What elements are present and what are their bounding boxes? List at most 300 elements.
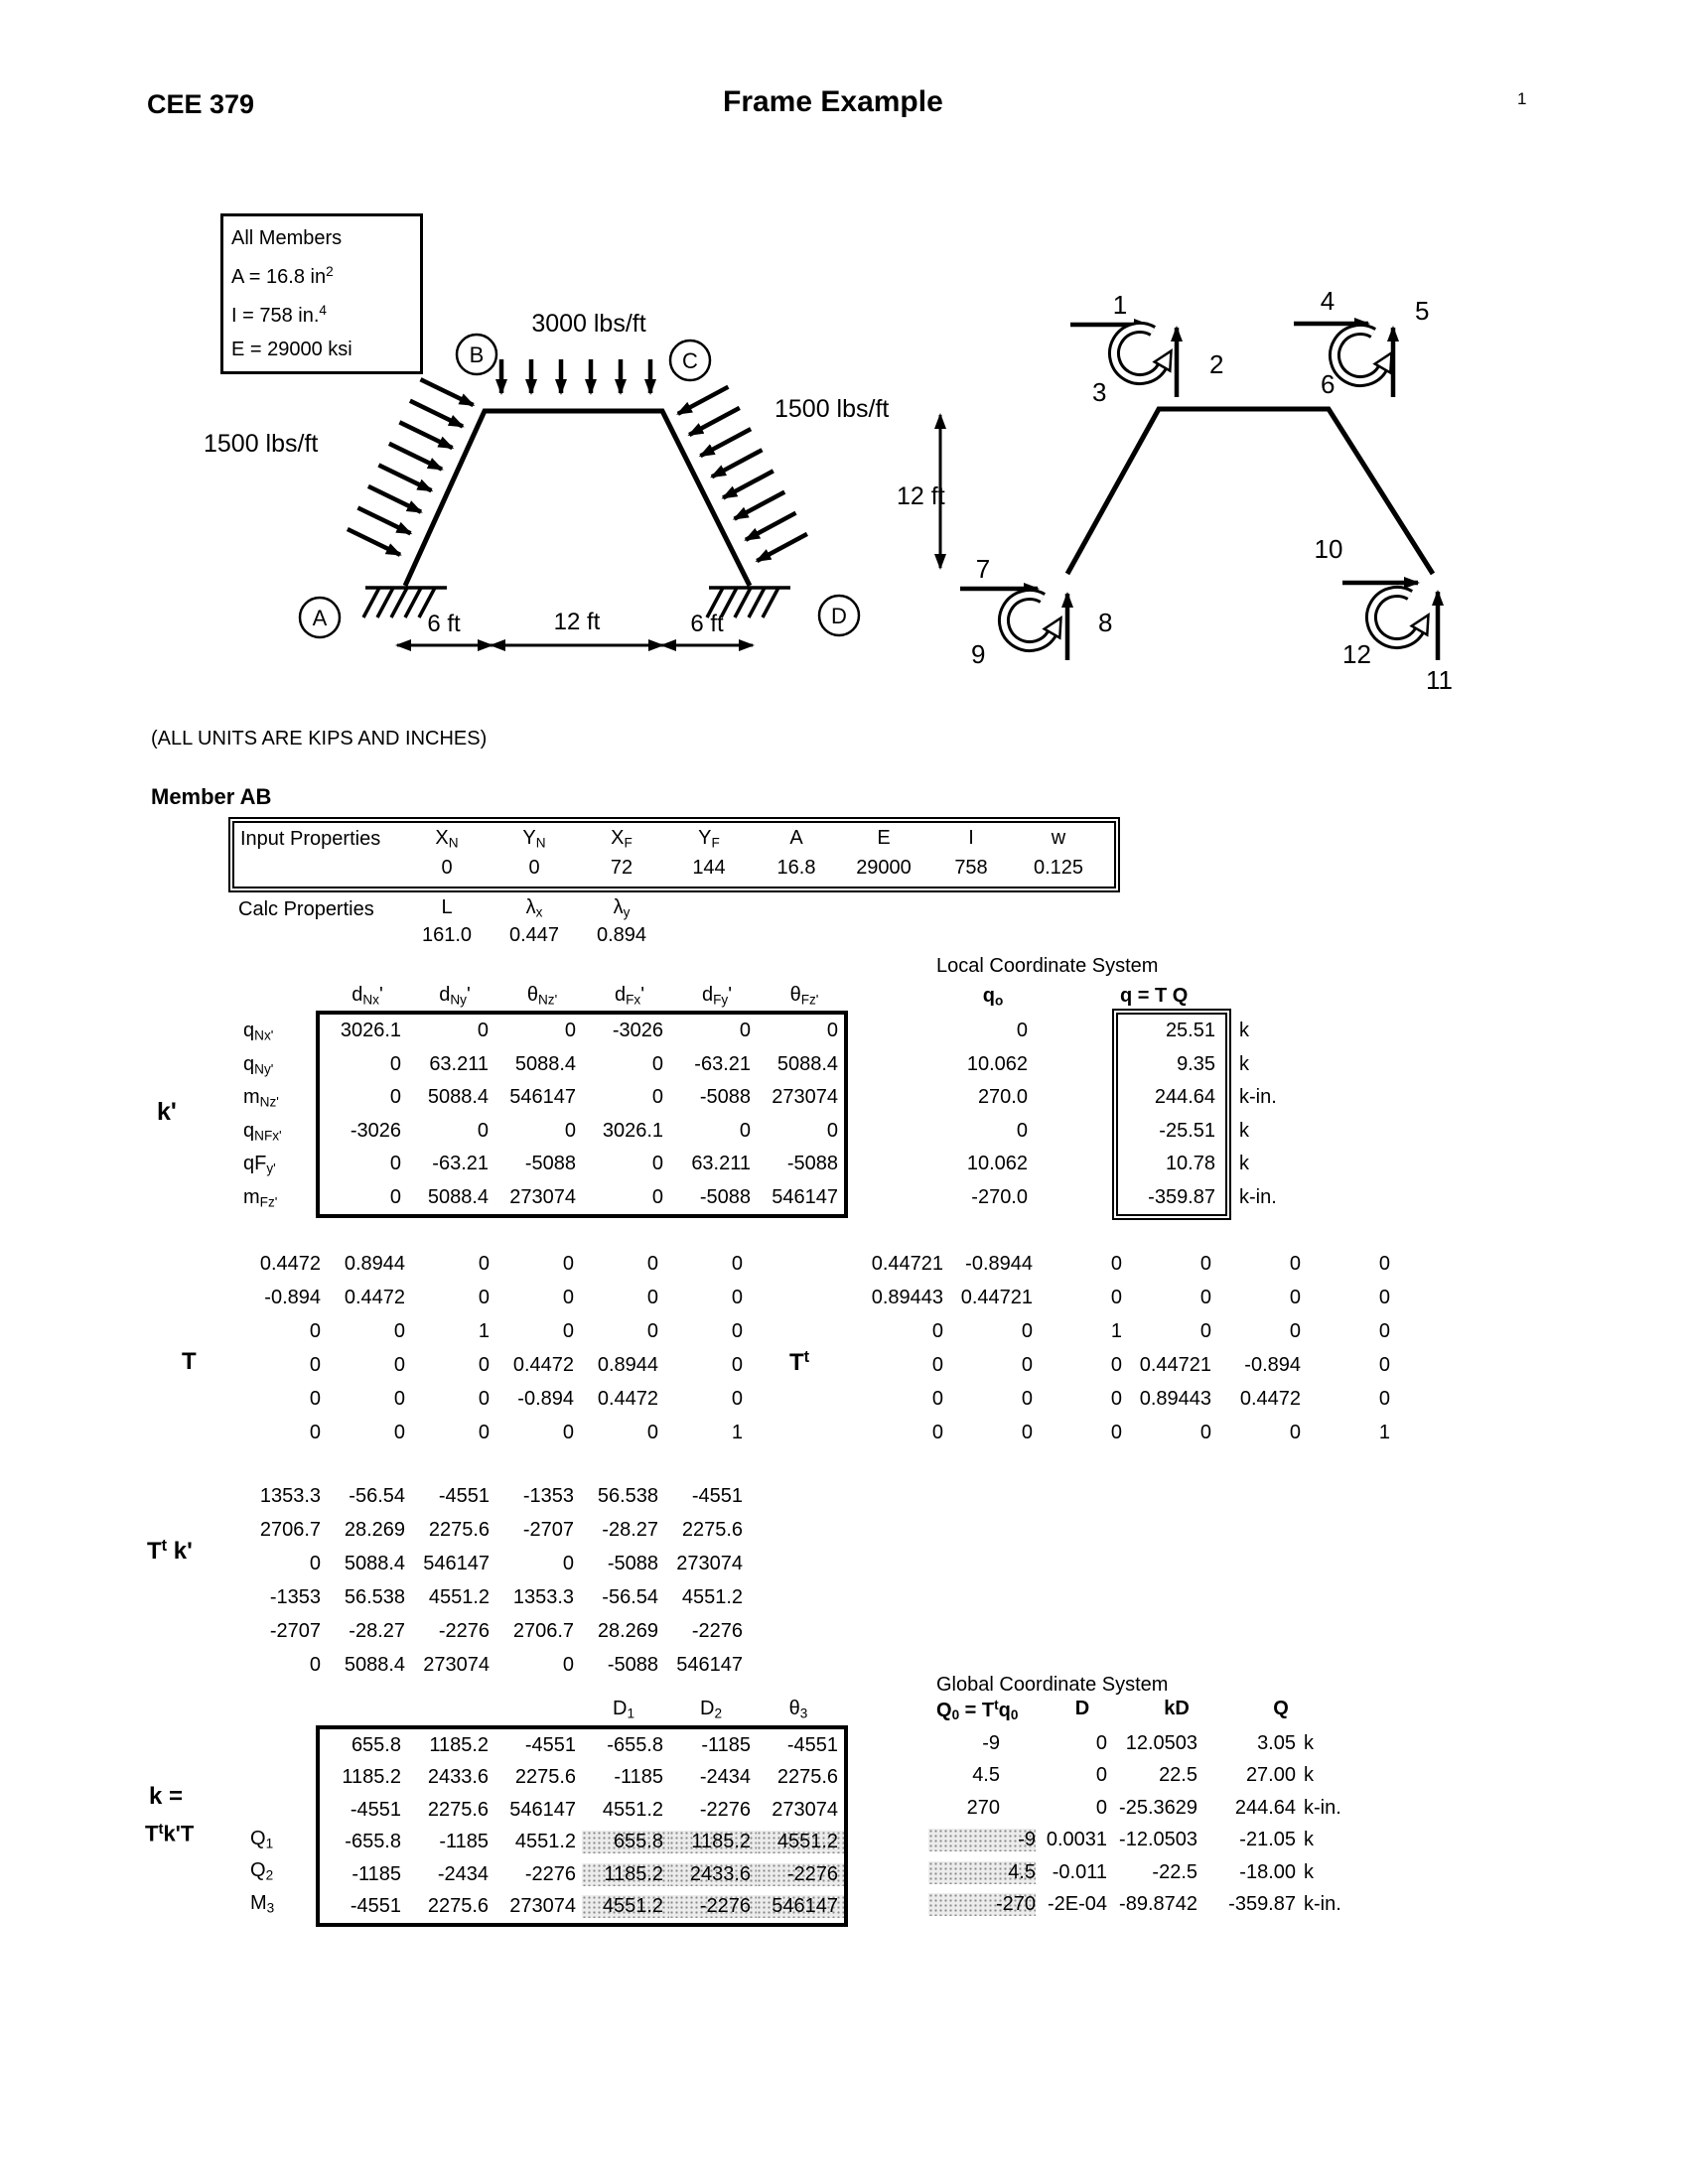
kprime-row-label: mNz' [243,1086,279,1110]
cell: 0 [477,1020,489,1042]
d-value: -2E-04 [1047,1893,1107,1916]
kprime-col-header: dNy' [439,984,471,1008]
cell: 0.44721 [1139,1353,1211,1376]
cell: 4551.2 [428,1585,490,1608]
cell: 63.211 [429,1052,489,1075]
qo-value: 0 [1016,1119,1028,1142]
k-row-label: Q2 [250,1859,274,1883]
input-value-cell: 29000 [856,857,912,879]
kd-value: -12.0503 [1119,1829,1197,1851]
cell: 0.8944 [597,1353,658,1376]
d-value: 0 [1095,1764,1107,1787]
matrix-row [236,1416,743,1449]
cell: 2275.6 [427,1798,489,1821]
input-value-cell: 16.8 [776,857,816,879]
cell: 0 [931,1353,943,1376]
d-value: 0 [1095,1796,1107,1819]
row [923,1081,1028,1115]
kprime-row-label: qFy' [243,1153,276,1176]
q0-value: -9 [928,1829,1036,1851]
cell: 0 [1110,1252,1122,1275]
row [1203,1727,1296,1760]
matrix-row [236,1614,743,1648]
property-e: E = 29000 ksi [231,338,352,360]
matrix-row [236,1580,743,1614]
input-value-cell: 758 [954,857,988,879]
matrix-row [854,1416,1390,1449]
unit-label: k [1239,1153,1249,1175]
q-value: 27.00 [1245,1764,1296,1787]
matrix-row [320,1858,844,1891]
cell: -2276 [691,1619,743,1642]
unit-label: k-in. [1239,1185,1277,1208]
kprime-col-header: θFz' [789,984,819,1008]
moment-arrow-icon [1335,330,1392,381]
row [1304,1792,1363,1825]
row [1023,1792,1107,1825]
cell: -1353 [522,1484,574,1507]
row [1304,1760,1363,1793]
cell: 2433.6 [427,1766,489,1789]
cell: 0 [1378,1286,1390,1308]
cell: -0.894 [1244,1353,1301,1376]
cell: -5088 [607,1653,658,1676]
qo-value: 270.0 [977,1086,1028,1109]
unit-label: k-in. [1304,1893,1341,1916]
cell: 5088.4 [776,1052,838,1075]
qtq-column [1118,1015,1225,1214]
matrix-row [236,1479,743,1513]
row [243,1115,318,1149]
cell: 0 [646,1286,658,1308]
row [928,1856,1036,1889]
cell: 63.211 [691,1153,751,1175]
row [1304,1889,1363,1922]
cell: 273074 [772,1798,838,1821]
cell: 0 [931,1421,943,1443]
q0-value: 4.5 [972,1764,1000,1787]
cell: 1353.3 [259,1484,321,1507]
row [243,1181,318,1215]
cell: 0.89443 [871,1286,943,1308]
frame-members [405,411,750,586]
node-a-label: A [312,606,328,630]
row [1203,1760,1296,1793]
cell: -2434 [437,1862,489,1885]
cell: 655.8 [582,1831,669,1853]
cell: 273074 [676,1552,743,1574]
calc-value-cell: 0.894 [596,924,647,946]
row [1110,1760,1197,1793]
cell: 4551.2 [582,1895,669,1918]
cell: 1185.2 [582,1863,669,1886]
node-d-label: D [831,604,847,628]
cell: 1185.2 [429,1733,489,1756]
cell: 0 [1021,1421,1033,1443]
calc-header-cell: λy [613,896,631,920]
cell: 546147 [772,1185,838,1208]
dof-frame-members [1067,409,1433,574]
matrix-row [854,1247,1390,1281]
cell: 0 [651,1153,663,1175]
row [243,1048,318,1082]
global-cs-title: Global Coordinate System [936,1674,1169,1696]
matrix-row [854,1314,1390,1348]
row [923,1015,1028,1048]
row [1118,1148,1225,1181]
dof-7: 7 [975,554,991,584]
matrix-row [236,1382,743,1416]
calc-headers-row [403,896,665,919]
cell: 0 [1199,1421,1211,1443]
input-header-cell: w [1051,827,1066,849]
cell: 0 [1021,1387,1033,1410]
qo-value: 0 [1016,1020,1028,1042]
cell: -1185 [614,1766,663,1789]
kprime-row-labels [243,1015,318,1214]
qtq-value: 25.51 [1165,1020,1215,1042]
k-label-2: $T^tk'T$ [145,1821,195,1846]
input-values-row [403,857,1102,880]
cell: -2276 [757,1863,844,1886]
cell: 0 [564,1119,576,1142]
row [1239,1048,1299,1082]
row [1203,1889,1296,1922]
cell: 546147 [676,1653,743,1676]
kprime-col-header: dNx' [352,984,383,1008]
cell: 0 [309,1653,321,1676]
dof-3: 3 [1092,377,1107,407]
qtq-value: -359.87 [1148,1185,1215,1208]
cell: 0 [309,1421,321,1443]
cell: 0 [478,1421,490,1443]
unit-label: k [1304,1764,1314,1787]
row [243,1148,318,1181]
cell: 0 [562,1653,574,1676]
dim-6ft-right: 6 ft [690,611,724,637]
matrix-row [854,1382,1390,1416]
cell: 1353.3 [512,1585,574,1608]
kprime-col-header: dFx' [614,984,645,1008]
cell: 0 [1289,1286,1301,1308]
cell: 0.4472 [1239,1387,1301,1410]
cell: 0 [478,1286,490,1308]
k-row-label: M3 [250,1891,275,1915]
dof-8: 8 [1098,608,1113,637]
q-value: -359.87 [1228,1893,1296,1916]
kprime-col-headers [324,984,848,1007]
cell: 0 [564,1020,576,1042]
dof-diagram [894,268,1489,695]
cell: -4551 [350,1798,401,1821]
all-members-title: All Members [231,227,343,249]
matrix-row [320,1015,844,1048]
cell: 0.8944 [344,1252,405,1275]
cell: 2706.7 [259,1518,321,1541]
k-col-headers [580,1698,842,1720]
row [1118,1181,1225,1215]
row [923,1115,1028,1149]
row [1118,1115,1225,1149]
cell: 0.4472 [344,1286,405,1308]
input-value-cell: 0.125 [1033,857,1084,879]
row [243,1081,318,1115]
dof-arrows [960,324,1438,660]
k-col-header: D1 [612,1698,634,1721]
row [928,1792,1036,1825]
cell: -655.8 [345,1831,401,1853]
qo-value: 10.062 [966,1153,1028,1175]
dim-12ft: 12 ft [553,609,601,635]
cell: 0 [309,1353,321,1376]
cell: 1 [1378,1421,1390,1443]
input-value-cell: 0 [441,857,453,879]
calc-value-cell: 161.0 [421,924,473,946]
cell: 2433.6 [669,1863,757,1886]
cell: -1353 [269,1585,321,1608]
property-a: A = 16.8 $in^2$ [231,264,334,288]
row [250,1855,310,1888]
cell: 0 [646,1252,658,1275]
cell: 0 [646,1319,658,1342]
cell: 1185.2 [342,1766,401,1789]
cell: -28.27 [602,1518,658,1541]
cell: -4551 [691,1484,743,1507]
d-value: 0 [1095,1731,1107,1754]
cell: 0 [1110,1286,1122,1308]
matrix-row [854,1281,1390,1314]
cell: -5088 [607,1552,658,1574]
cell: 546147 [509,1086,576,1109]
cell: 0 [393,1319,405,1342]
unit-label: k [1304,1860,1314,1883]
d-value: -0.011 [1052,1860,1107,1883]
input-properties-table [232,821,1116,888]
cell: -56.54 [349,1484,405,1507]
matrix-row [320,1048,844,1082]
cell: 4551.2 [681,1585,743,1608]
cell: 0 [646,1421,658,1443]
q0-header: $Q0 = T^tq0$ [936,1698,1019,1723]
qtq-value: 9.35 [1177,1052,1215,1075]
right-load-label: 1500 lbs/ft [774,395,890,423]
dof-5: 5 [1415,296,1430,326]
matrix-row [320,1762,844,1795]
q0-value: -9 [982,1731,1000,1754]
q-value: 244.64 [1234,1796,1296,1819]
matrix-row [320,1081,844,1115]
row [1110,1727,1197,1760]
unit-label: k [1239,1020,1249,1042]
row [1239,1181,1299,1215]
q-value: -18.00 [1239,1860,1296,1883]
cell: 0 [309,1319,321,1342]
cell: -4551 [786,1733,838,1756]
q-value: -21.05 [1239,1829,1296,1851]
global-units-column [1304,1727,1363,1921]
cell: 0 [393,1421,405,1443]
row [1110,1792,1197,1825]
qtq-value: 244.64 [1154,1086,1215,1109]
matrix-row [320,1148,844,1181]
local-units-column [1239,1015,1299,1214]
row [1304,1825,1363,1857]
cell: 5088.4 [427,1185,489,1208]
cell: -2276 [438,1619,490,1642]
cell: 0 [562,1421,574,1443]
cell: -0.894 [517,1387,574,1410]
cell: 0 [826,1119,838,1142]
d-header: D [1074,1698,1090,1719]
cell: 0 [731,1286,743,1308]
cell: -1185 [701,1733,751,1756]
cell: -56.54 [602,1585,658,1608]
cell: 0 [731,1252,743,1275]
cell: -4551 [524,1733,576,1756]
row [250,1823,310,1855]
cell: 0 [931,1387,943,1410]
cell: 56.538 [597,1484,658,1507]
matrix-row [236,1547,743,1580]
row [1023,1889,1107,1922]
kprime-row-label: qNx' [243,1020,274,1043]
cell: 0 [562,1552,574,1574]
cell: -63.21 [694,1052,751,1075]
qo-column [923,1015,1028,1214]
cell: 0 [1110,1353,1122,1376]
cell: -655.8 [607,1733,663,1756]
row [923,1148,1028,1181]
qo-value: -270.0 [971,1185,1028,1208]
row [1203,1792,1296,1825]
row [1023,1856,1107,1889]
cell: 0 [478,1353,490,1376]
cell: 0 [1378,1252,1390,1275]
cell: 273074 [772,1086,838,1109]
cell: 1185.2 [669,1831,757,1853]
cell: -4551 [438,1484,490,1507]
kd-value: 12.0503 [1125,1731,1197,1754]
input-headers-row [403,827,1102,850]
cell: 0 [651,1086,663,1109]
cell: 0 [731,1353,743,1376]
matrix-row [236,1314,743,1348]
row [928,1760,1036,1793]
row [928,1889,1036,1922]
cell: 0 [477,1119,489,1142]
calc-properties-label: Calc Properties [238,898,374,920]
kprime-matrix-box [316,1011,848,1218]
cell: -5088 [699,1086,751,1109]
ttk-matrix-label: $T^t$ k' [147,1537,193,1566]
cell: 4551.2 [602,1798,663,1821]
unit-label: k [1304,1829,1314,1851]
cell: 2275.6 [776,1766,838,1789]
kprime-matrix [320,1015,844,1214]
input-header-cell: XN [435,827,459,851]
row [1239,1148,1299,1181]
cell: -63.21 [432,1153,489,1175]
qtq-header: q = T Q [1120,985,1189,1007]
row [1239,1015,1299,1048]
k-col-header: D2 [699,1698,722,1721]
unit-label: k-in. [1239,1086,1277,1109]
calc-values-row [403,924,665,947]
matrix-row [320,1891,844,1924]
k-row-label: Q1 [250,1827,274,1850]
d-value: 0.0031 [1046,1829,1107,1851]
cell: 0 [562,1252,574,1275]
cell: 0 [309,1552,321,1574]
cell: 0 [389,1185,401,1208]
kd-value: -22.5 [1152,1860,1197,1883]
cell: 0 [1378,1319,1390,1342]
cell: 1 [731,1421,743,1443]
cell: 546147 [757,1895,844,1918]
kprime-label: k' [157,1098,177,1126]
q0-value: 270 [966,1796,1000,1819]
cell: 0 [1378,1387,1390,1410]
row [1023,1727,1107,1760]
cell: 5088.4 [344,1552,405,1574]
member-title: Member AB [151,784,272,809]
cell: -5088 [699,1185,751,1208]
cell: 0 [651,1185,663,1208]
q0-column [928,1727,1036,1921]
unit-label: k-in. [1304,1796,1341,1819]
cell: 546147 [509,1798,576,1821]
cell: 0 [393,1353,405,1376]
local-cs-title: Local Coordinate System [936,955,1159,977]
cell: -28.27 [349,1619,405,1642]
k-label: k = [149,1783,184,1810]
tt-matrix [854,1247,1390,1449]
cell: 2275.6 [428,1518,490,1541]
cell: 0 [562,1286,574,1308]
cell: 0 [1378,1353,1390,1376]
matrix-row [320,1794,844,1827]
height-dim-label: 12 ft [897,482,945,510]
qtq-box [1116,1013,1227,1216]
q-value: 3.05 [1257,1731,1296,1754]
row [923,1048,1028,1082]
cell: 0 [562,1319,574,1342]
cell: 5088.4 [427,1086,489,1109]
cell: -2276 [699,1798,751,1821]
cell: 2706.7 [512,1619,574,1642]
units-note: (ALL UNITS ARE KIPS AND INCHES) [151,728,488,750]
row [1110,1889,1197,1922]
unit-label: k [1239,1052,1249,1075]
cell: 273074 [509,1185,576,1208]
cell: 0 [1289,1252,1301,1275]
moment-arrow-icon [1004,595,1061,646]
matrix-row [854,1348,1390,1382]
dof-9: 9 [971,639,986,669]
cell: -0.894 [264,1286,321,1308]
cell: -2434 [699,1766,751,1789]
dof-10: 10 [1314,534,1343,564]
cell: 2275.6 [427,1895,489,1918]
matrix-row [320,1115,844,1149]
cell: 5088.4 [344,1653,405,1676]
matrix-row [236,1247,743,1281]
row [243,1015,318,1048]
cell: 5088.4 [514,1052,576,1075]
q-column [1203,1727,1296,1921]
cell: 4551.2 [514,1831,576,1853]
cell: 1 [1110,1319,1122,1342]
